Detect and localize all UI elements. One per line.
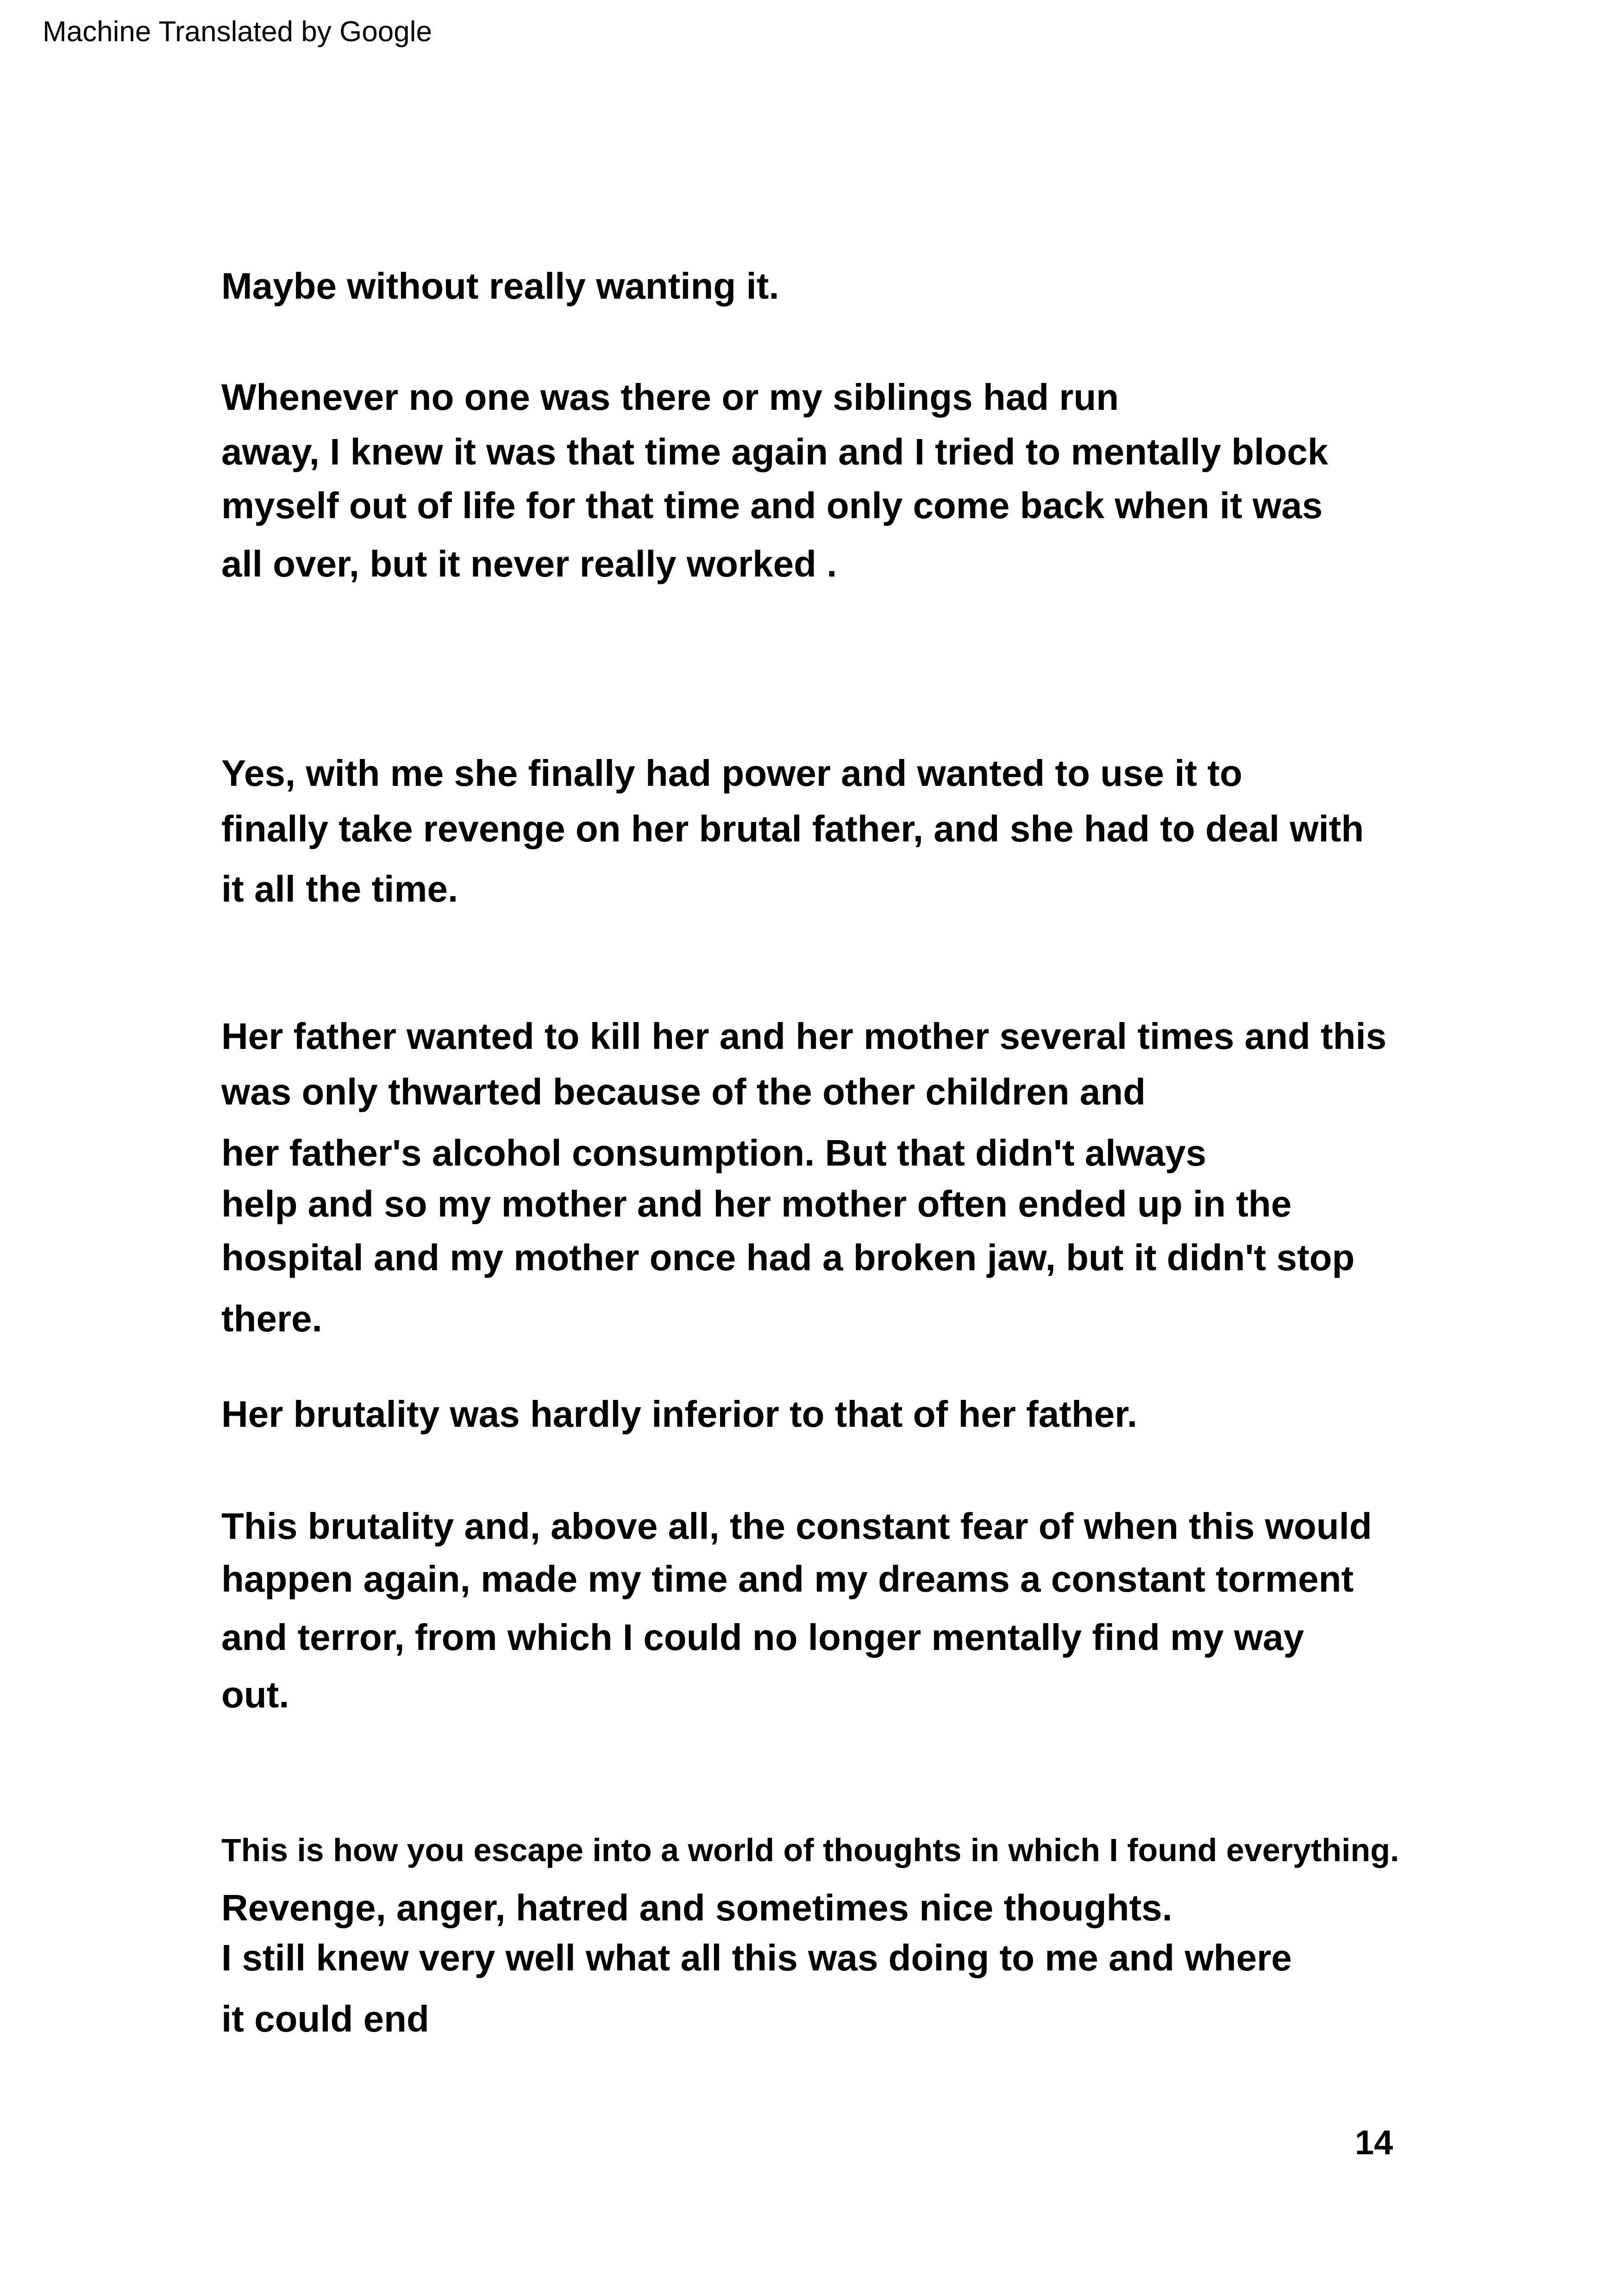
text-line: myself out of life for that time and only come back when it was [221,485,1323,526]
text-line: This is how you escape into a world of thoughts in which I found everything. [221,1832,1399,1868]
text-line: it all the time. [221,868,458,910]
text-line: help and so my mother and her mother often ended up in the [221,1183,1292,1224]
text-line: it could end [221,1998,429,2039]
text-line: and terror, from which I could no longer mentally find my way [221,1617,1304,1658]
text-line: Her brutality was hardly inferior to that of her father. [221,1393,1138,1435]
machine-translation-note: Machine Translated by Google [43,16,432,48]
text-line: there. [221,1298,322,1339]
page-number: 14 [1355,2123,1393,2162]
text-line: Yes, with me she finally had power and wanted to use it to [221,753,1242,794]
text-line: Whenever no one was there or my siblings had run [221,376,1119,418]
text-line: out. [221,1674,289,1715]
text-line: Maybe without really wanting it. [221,265,779,307]
text-line: I still knew very well what all this was doing to me and where [221,1937,1292,1978]
text-line: This brutality and, above all, the constant fear of when this would [221,1506,1372,1547]
text-line: hospital and my mother once had a broken jaw, but it didn't stop [221,1237,1355,1278]
text-line: her father's alcohol consumption. But that didn't always [221,1132,1207,1173]
text-line: finally take revenge on her brutal father, and she had to deal with [221,808,1364,849]
text-line: Her father wanted to kill her and her mother several times and this [221,1016,1387,1057]
text-line: Revenge, anger, hatred and sometimes nice thoughts. [221,1887,1172,1928]
text-line: away, I knew it was that time again and I tried to mentally block [221,431,1329,472]
text-line: happen again, made my time and my dreams a constant torment [221,1558,1354,1600]
text-line: was only thwarted because of the other children and [221,1071,1146,1112]
text-line: all over, but it never really worked . [221,543,837,584]
